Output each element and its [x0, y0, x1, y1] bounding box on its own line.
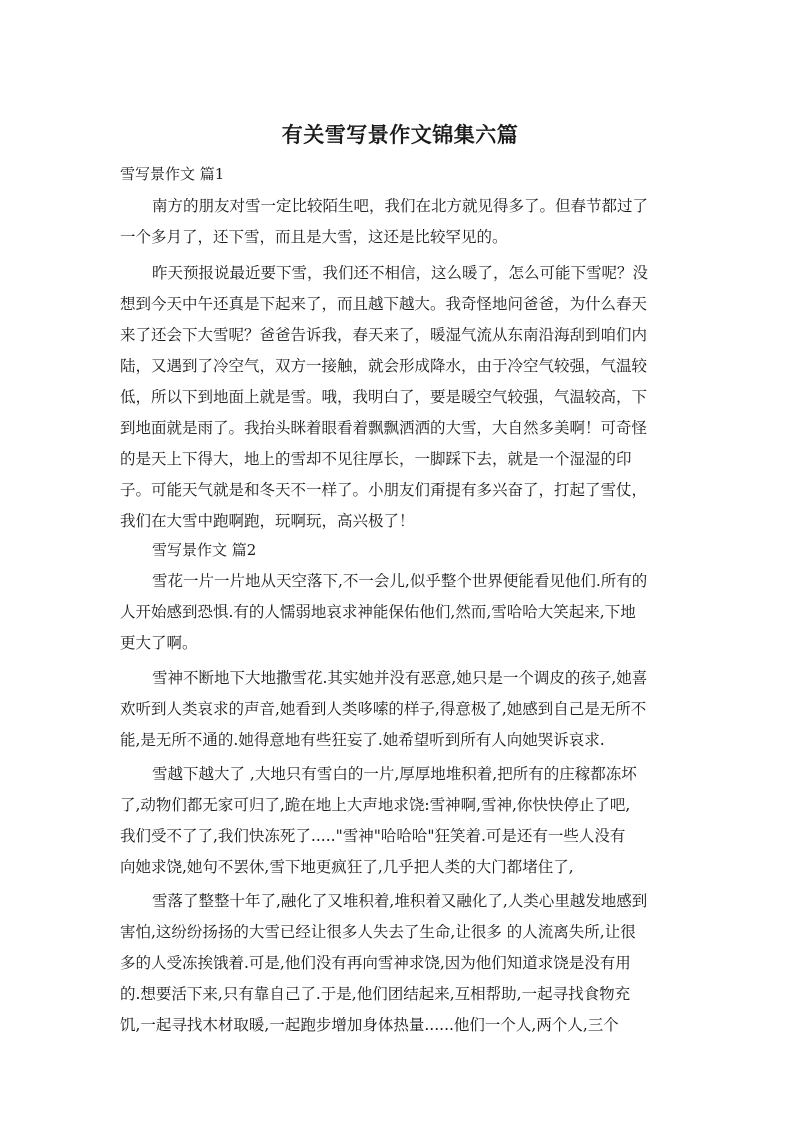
- text-line: 雪落了整整十年了,融化了又堆积着,堆积着又融化了,人类心里越发地感到: [152, 892, 648, 910]
- section-heading-1: 雪写景作文 篇1: [120, 165, 225, 183]
- text-line: 我们在大雪中跑啊跑，玩啊玩，高兴极了！: [120, 512, 415, 530]
- paragraph: [120, 191, 648, 253]
- text-line: 想到今天中午还真是下起来了，而且越下越大。我奇怪地问爸爸，为什么春天: [120, 295, 648, 313]
- text-line: 饥,一起寻找木材取暖,一起跑步增加身体热量......他们一个人,两个人,三个: [120, 1016, 619, 1034]
- text-line: 人开始感到恐惧.有的人懦弱地哀求神能保佑他们,然而,雪哈哈大笑起来,下地: [120, 603, 636, 621]
- text-line: 南方的朋友对雪一定比较陌生吧，我们在北方就见得多了。但春节都过了: [152, 197, 649, 215]
- text-line: 的是天上下得大，地上的雪却不见往厚长，一脚踩下去，就是一个湿湿的印: [120, 450, 632, 468]
- text-line: 多的人受冻挨饿着.可是,他们没有再向雪神求饶,因为他们知道求饶是没有用: [120, 954, 631, 972]
- text-line: 陆，又遇到了冷空气，双方一接触，就会形成降水，由于冷空气较强，气温较: [120, 357, 648, 375]
- paragraph: [120, 663, 647, 756]
- paragraph: [120, 886, 647, 1041]
- document-title: 有关雪写景作文锦集六篇: [281, 123, 519, 147]
- text-line: 能,是无所不通的.她得意地有些狂妄了.她希望听到所有人向她哭诉哀求.: [120, 731, 605, 749]
- text-line: 欢听到人类哀求的声音,她看到人类哆嗦的样子,得意极了,她感到自己是无所不: [120, 700, 647, 718]
- text-line: 我们受不了了,我们快冻死了....."雪神"哈哈哈"狂笑着.可是还有一些人没有: [120, 827, 626, 845]
- text-line: 雪神不断地下大地撒雪花.其实她并没有恶意,她只是一个调皮的孩子,她喜: [152, 669, 648, 687]
- text-line: 向她求饶,她句不罢休,雪下地更疯狂了,几乎把人类的大门都堵住了,: [120, 858, 574, 876]
- text-line: 更大了啊。: [120, 634, 198, 652]
- paragraph: [120, 258, 648, 537]
- text-line: 雪花一片一片地从天空落下,不一会儿,似乎整个世界便能看见他们.所有的: [152, 572, 648, 590]
- text-line: 到地面就是雨了。我抬头眯着眼看着飘飘洒洒的大雪，大自然多美啊！可奇怪: [120, 419, 648, 437]
- text-line: 昨天预报说最近要下雪，我们还不相信，这么暖了，怎么可能下雪呢？没: [152, 264, 649, 282]
- section-heading-2: 雪写景作文 篇2: [152, 541, 257, 559]
- text-line: 的.想要活下来,只有靠自己了.于是,他们团结起来,互相帮助,一起寻找食物充: [120, 985, 631, 1003]
- text-line: 低，所以下到地面上就是雪。哦，我明白了，要是暖空气较强，气温较高，下: [120, 388, 648, 406]
- text-line: 害怕,这纷纷扬扬的大雪已经让很多人失去了生命,让很多 的人流离失所,让很: [120, 923, 636, 941]
- text-line: 子。可能天气就是和冬天不一样了。小朋友们甭提有多兴奋了，打起了雪仗，: [120, 481, 648, 499]
- text-line: 雪越下越大了 ,大地只有雪白的一片,厚厚地堆积着,把所有的庄稼都冻坏: [152, 765, 637, 783]
- text-line: 一个多月了，还下雪，而且是大雪，这还是比较罕见的。: [120, 228, 508, 246]
- paragraph: [120, 759, 637, 883]
- text-line: 了,动物们都无家可归了,跪在地上大声地求饶:雪神啊,雪神,你快快停止了吧,: [120, 796, 631, 814]
- text-line: 来了还会下大雪呢？爸爸告诉我，春天来了，暖湿气流从东南沿海刮到咱们内: [120, 326, 648, 344]
- paragraph: [120, 566, 647, 659]
